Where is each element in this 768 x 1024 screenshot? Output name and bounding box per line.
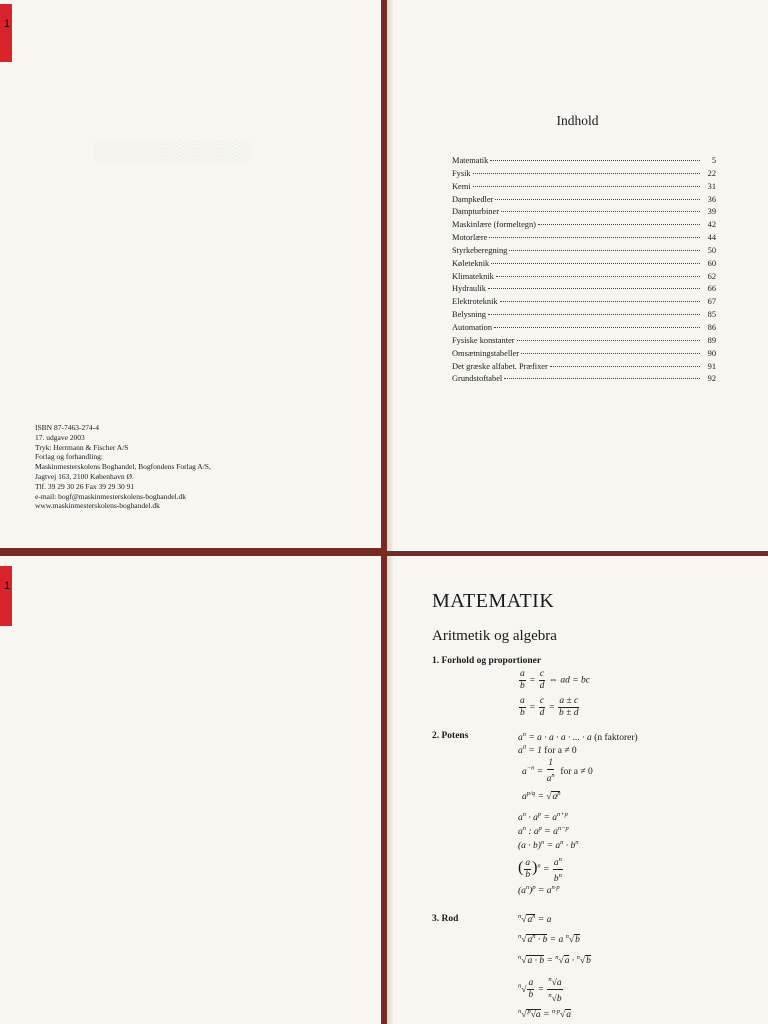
toc-entry-page: 92 bbox=[707, 374, 716, 384]
toc-entry-page: 91 bbox=[707, 361, 716, 371]
toc-title: Indhold bbox=[556, 113, 599, 128]
imprint-page bbox=[0, 0, 381, 548]
imprint-line: Tlf. 39 29 30 26 Fax 39 29 30 91 bbox=[35, 481, 135, 491]
formula: $a^{-n}$ = $\frac{1}{a^n}$ for a ≠ 0 bbox=[522, 758, 593, 785]
toc-entry-label: Det græske alfabet. Præfixer bbox=[452, 361, 548, 371]
formula: $^n$√a · b = $^n$√a · $^n$√b bbox=[518, 954, 591, 967]
formula: $a^n$ : $a^p = a^{n-p}$ bbox=[518, 825, 569, 838]
toc-entry-page: 67 bbox=[707, 297, 716, 307]
toc-entry-label: Maskinlære (formeltegn) bbox=[452, 220, 536, 230]
toc-entry bbox=[452, 272, 716, 285]
toc-entry-label: Motorlære bbox=[452, 233, 488, 243]
toc-entry bbox=[452, 310, 716, 323]
toc-entry bbox=[452, 207, 716, 220]
chapter-title: MATEMATIK bbox=[432, 590, 555, 612]
section-heading: 2. Potens bbox=[432, 731, 469, 741]
formula: $\frac{a}{b}$ = $\frac{c}{d}$ ⇔ ad = bc bbox=[520, 669, 591, 691]
toc-entry-label: Klimateknik bbox=[452, 271, 494, 281]
toc-leader-dots bbox=[473, 186, 700, 187]
toc-leader-dots bbox=[500, 301, 700, 302]
toc-entry-label: Styrkeberegning bbox=[452, 245, 508, 255]
toc-entry bbox=[452, 336, 716, 349]
formula: $(a \cdot b)^n = a^n \cdot b^n$ bbox=[518, 839, 579, 852]
toc-leader-dots bbox=[501, 211, 700, 212]
toc-entry-page: 22 bbox=[707, 168, 716, 178]
toc-entry-page: 90 bbox=[707, 348, 716, 358]
toc-entry-page: 86 bbox=[707, 322, 716, 332]
formula: $(a^n)^p = a^{n\cdot p}$ bbox=[518, 884, 560, 897]
toc-entry-label: Matematik bbox=[452, 156, 489, 165]
toc-entry-page: 85 bbox=[707, 310, 716, 320]
formula: $a^{p/q} = √a^p$ bbox=[522, 790, 561, 803]
toc-entry-label: Automation bbox=[452, 322, 493, 332]
formula: $a^n \cdot a^p = a^{n+p}$ bbox=[518, 811, 568, 824]
imprint-line: www.maskinmesterskolens-boghandel.dk bbox=[35, 501, 160, 511]
toc-entry bbox=[452, 374, 716, 387]
formula: $a^0 = 1$ for a ≠ 0 bbox=[518, 744, 577, 757]
toc-entry-page: 39 bbox=[707, 207, 716, 217]
toc-entry-label: Grundstoftabel bbox=[452, 374, 503, 384]
toc-entry-page: 50 bbox=[707, 245, 716, 255]
imprint-block bbox=[35, 423, 211, 511]
toc-entry-page: 60 bbox=[707, 258, 716, 268]
chapter-tab: 1 bbox=[0, 566, 12, 626]
toc-entry bbox=[452, 284, 716, 297]
toc-entry bbox=[452, 259, 716, 272]
toc-entry-label: Dampkedler bbox=[452, 194, 494, 204]
toc-entry-page: 31 bbox=[707, 181, 716, 191]
toc-entry-label: Dampturbiner bbox=[452, 207, 499, 217]
toc-entry bbox=[452, 297, 716, 310]
formula-note: for a ≠ 0 bbox=[560, 766, 593, 777]
toc-entry bbox=[452, 323, 716, 336]
toc-entry-page: 66 bbox=[707, 284, 716, 294]
toc-entry-label: Hydraulik bbox=[452, 284, 486, 294]
imprint-line: Tryk: Herrmann & Fischer A/S bbox=[35, 442, 129, 452]
toc-entry bbox=[452, 156, 716, 169]
toc-leader-dots bbox=[496, 276, 700, 277]
formula: $^n√a^n \cdot b = a$ $^n$√b bbox=[518, 933, 580, 946]
blank-page bbox=[0, 556, 381, 1024]
formula-note: (n faktorer) bbox=[594, 733, 638, 744]
imprint-line: Maskinmesterskolens Boghandel, Bogfondens Forlag A/S, bbox=[35, 462, 211, 472]
toc-entry-label: Fysiske konstanter bbox=[452, 335, 515, 345]
formula: $^n$√$^p$√a = $^{n\cdot p}$√a bbox=[518, 1008, 571, 1021]
toc-leader-dots bbox=[517, 340, 700, 341]
toc-list bbox=[452, 156, 716, 387]
toc-leader-dots bbox=[488, 314, 700, 315]
toc-leader-dots bbox=[473, 173, 700, 174]
toc-entry bbox=[452, 233, 716, 246]
imprint-line: Forlag og forhandling: bbox=[35, 452, 103, 462]
toc-entry-label: Elektroteknik bbox=[452, 297, 498, 307]
toc-entry-page: 36 bbox=[707, 194, 716, 204]
imprint-line: Jagtvej 163, 2100 København Ø. bbox=[35, 471, 134, 481]
section-title: Aritmetik og algebra bbox=[432, 628, 557, 644]
toc-entry-page: 42 bbox=[707, 220, 716, 230]
toc-entry-page: 89 bbox=[707, 335, 716, 345]
toc-entry-label: Belysning bbox=[452, 310, 486, 320]
toc-leader-dots bbox=[494, 327, 700, 328]
formula: ( $\frac{a}{b}$ )$^n$ = $\frac{a^n}{b^n}$ bbox=[518, 856, 562, 885]
toc-entry-page: 44 bbox=[707, 233, 716, 243]
toc-leader-dots bbox=[550, 366, 700, 367]
toc-entry-label: Kemi bbox=[452, 181, 471, 191]
formula: $^n√a^n = a$ bbox=[518, 913, 552, 926]
toc-leader-dots bbox=[509, 250, 700, 251]
imprint-line: e-mail: bogf@maskinmesterskolens-boghandel.dk bbox=[35, 491, 187, 501]
toc-entry bbox=[452, 195, 716, 208]
toc-leader-dots bbox=[491, 263, 700, 264]
toc-page bbox=[387, 0, 768, 551]
toc-entry-page: 62 bbox=[707, 271, 716, 281]
toc-leader-dots bbox=[489, 237, 700, 238]
formula: $\frac{a}{b}$ = $\frac{c}{d}$ = $\frac{a \pm c}{b \pm d}$ bbox=[520, 696, 579, 718]
bleed-through-text: ░░░░░░░░░░░ bbox=[95, 140, 251, 162]
toc-leader-dots bbox=[538, 224, 700, 225]
toc-entry bbox=[452, 169, 716, 182]
math-page bbox=[387, 556, 768, 1024]
toc-leader-dots bbox=[521, 353, 700, 354]
toc-entry-label: Fysik bbox=[452, 168, 471, 178]
toc-leader-dots bbox=[495, 199, 700, 200]
section-heading: 3. Rod bbox=[432, 914, 459, 924]
toc-entry bbox=[452, 182, 716, 195]
toc-leader-dots bbox=[490, 160, 700, 161]
formula: $a^n = a \cdot a \cdot a$ · ... · a (n faktorer) bbox=[518, 731, 638, 744]
toc-leader-dots bbox=[504, 378, 700, 379]
toc-entry-page: 5 bbox=[711, 156, 716, 165]
toc-entry bbox=[452, 362, 716, 375]
toc-entry bbox=[452, 220, 716, 233]
formula-note: for a ≠ 0 bbox=[544, 746, 577, 757]
section-heading: 1. Forhold og proportioner bbox=[432, 656, 542, 666]
toc-entry-label: Omsætningstabeller bbox=[452, 348, 519, 358]
imprint-line: 17. udgave 2003 bbox=[35, 432, 85, 442]
formula: $^n$√ $\frac{a}{b}$ = $\frac{^n√a}{^n√b}$ bbox=[518, 976, 562, 1005]
toc-entry bbox=[452, 246, 716, 259]
chapter-tab: 1 bbox=[0, 4, 12, 62]
imprint-line: ISBN 87-7463-274-4 bbox=[35, 423, 99, 432]
toc-leader-dots bbox=[488, 288, 700, 289]
toc-entry-label: Køleteknik bbox=[452, 258, 490, 268]
toc-entry bbox=[452, 349, 716, 362]
